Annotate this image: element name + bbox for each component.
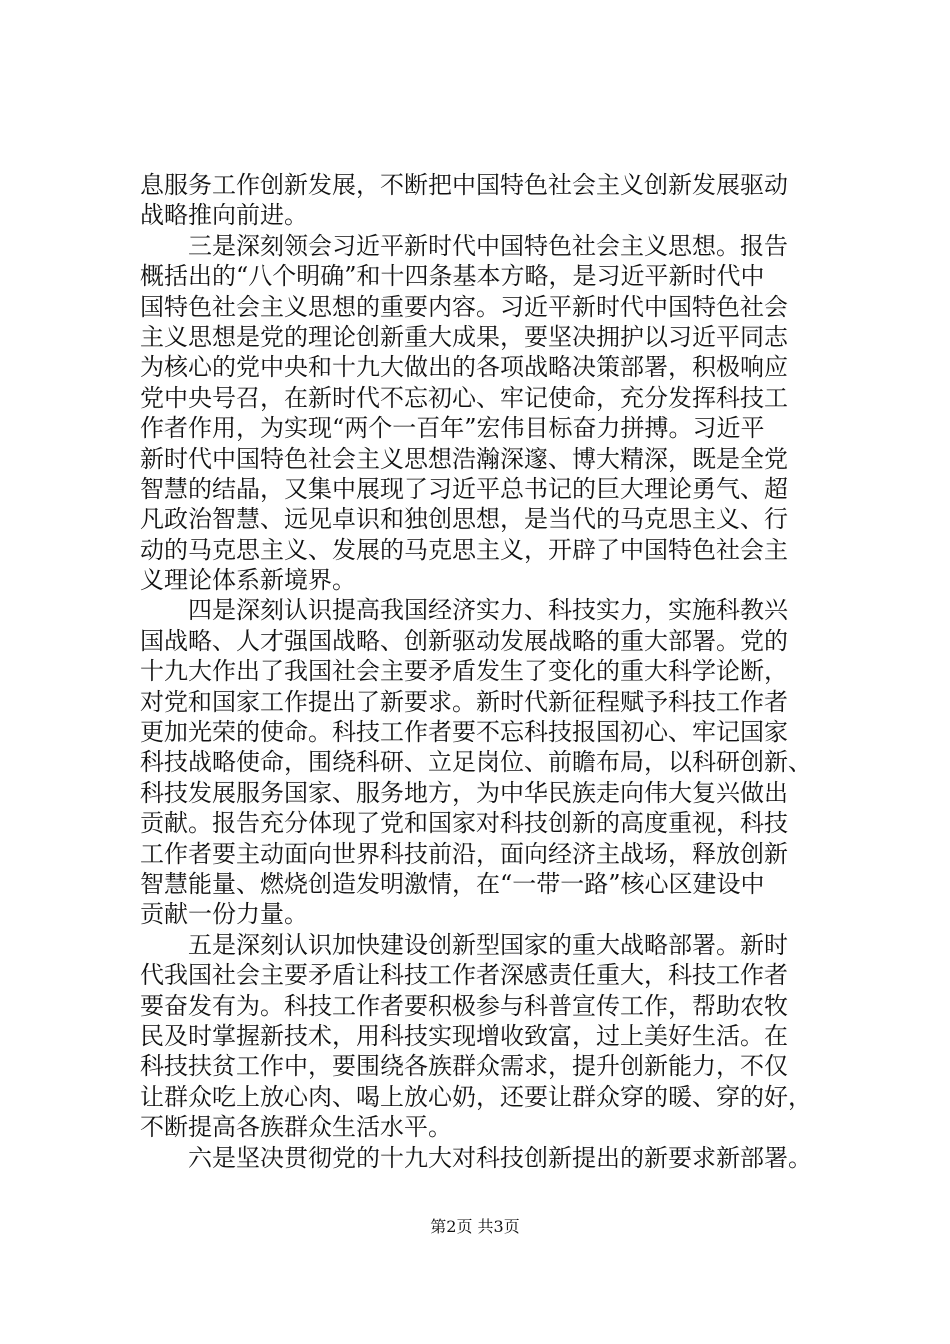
text-line: 十九大作出了我国社会主要矛盾发生了变化的重大科学论断，	[140, 657, 788, 686]
text-line: 作者作用，为实现“两个一百年”宏伟目标奋力拼搏。习近平	[140, 414, 765, 443]
text-line: 贡献。报告充分体现了党和国家对科技创新的高度重视，科技	[140, 809, 788, 838]
text-line: 六是坚决贯彻党的十九大对科技创新提出的新要求新部署。	[140, 1143, 812, 1172]
text-line: 科技扶贫工作中，要围绕各族群众需求，提升创新能力，不仅	[140, 1052, 788, 1081]
text-line: 主义思想是党的理论创新重大成果，要坚决拥护以习近平同志	[140, 322, 788, 351]
text-line: 息服务工作创新发展，不断把中国特色社会主义创新发展驱动	[140, 171, 788, 199]
text-line: 新时代中国特色社会主义思想浩瀚深邃、博大精深，既是全党	[140, 444, 788, 473]
text-line: 科技发展服务国家、服务地方，为中华民族走向伟大复兴做出	[140, 778, 788, 807]
page-footer: 第2页 共3页	[430, 1217, 520, 1236]
text-line: 党中央号召，在新时代不忘初心、牢记使命，充分发挥科技工	[140, 383, 788, 412]
text-line: 国战略、人才强国战略、创新驱动发展战略的重大部署。党的	[140, 626, 788, 655]
text-line: 智慧的结晶，又集中展现了习近平总书记的巨大理论勇气、超	[140, 474, 788, 503]
text-line: 三是深刻领会习近平新时代中国特色社会主义思想。报告	[140, 231, 788, 260]
text-line: 五是深刻认识加快建设创新型国家的重大战略部署。新时	[140, 930, 788, 959]
body-text	[140, 170, 820, 1173]
text-line: 战略推向前进。	[140, 201, 308, 230]
text-line: 四是深刻认识提高我国经济实力、科技实力，实施科教兴	[140, 596, 788, 625]
text-line: 民及时掌握新技术，用科技实现增收致富，过上美好生活。在	[140, 1021, 788, 1050]
text-line: 国特色社会主义思想的重要内容。习近平新时代中国特色社会	[140, 292, 788, 321]
text-line: 智慧能量、燃烧创造发明激情，在“一带一路”核心区建设中	[140, 869, 765, 898]
text-line: 更加光荣的使命。科技工作者要不忘科技报国初心、牢记国家	[140, 718, 788, 747]
text-line: 贡献一份力量。	[140, 900, 308, 929]
text-line: 代我国社会主要矛盾让科技工作者深感责任重大，科技工作者	[140, 961, 788, 990]
text-line: 概括出的“八个明确”和十四条基本方略，是习近平新时代中	[140, 262, 765, 291]
text-line: 对党和国家工作提出了新要求。新时代新征程赋予科技工作者	[140, 687, 788, 716]
text-line: 让群众吃上放心肉、喝上放心奶，还要让群众穿的暖、穿的好，	[140, 1082, 812, 1111]
text-line: 工作者要主动面向世界科技前沿，面向经济主战场，释放创新	[140, 839, 788, 868]
text-line: 义理论体系新境界。	[140, 566, 356, 595]
text-line: 为核心的党中央和十九大做出的各项战略决策部署，积极响应	[140, 353, 788, 382]
text-line: 要奋发有为。科技工作者要积极参与科普宣传工作，帮助农牧	[140, 991, 788, 1020]
text-line: 科技战略使命，围绕科研、立足岗位、前瞻布局，以科研创新、	[140, 748, 812, 777]
text-line: 凡政治智慧、远见卓识和独创思想，是当代的马克思主义、行	[140, 505, 788, 534]
text-line: 不断提高各族群众生活水平。	[140, 1113, 452, 1142]
text-line: 动的马克思主义、发展的马克思主义，开辟了中国特色社会主	[140, 535, 788, 564]
